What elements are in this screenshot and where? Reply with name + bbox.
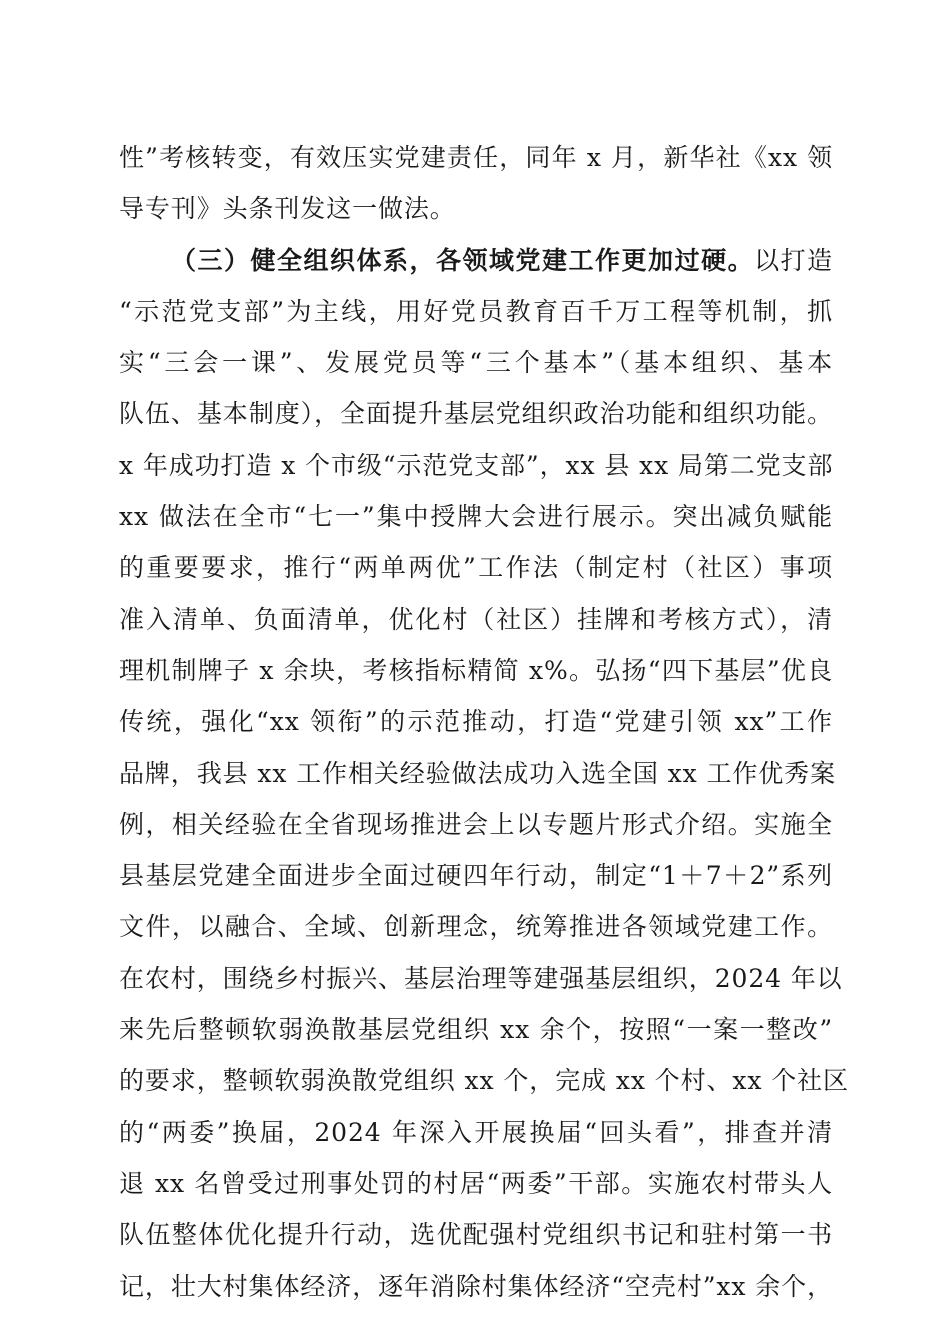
text-line: 在农村，围绕乡村振兴、基层治理等建强基层组织，2024 年以 <box>119 963 843 993</box>
section-heading-line <box>119 235 833 286</box>
text-line: 性”考核转变，有效压实党建责任，同年 x 月，新华社《xx 领 <box>119 143 833 172</box>
text-line: 记，壮大村集体经济，逐年消除村集体经济“空壳村”xx 余个， <box>119 1271 833 1301</box>
text-line: xx 做法在全市“七一”集中授牌大会进行展示。突出减负赋能 <box>119 502 833 532</box>
heading-continuation: 以打造 <box>754 245 834 275</box>
text-line: 文件，以融合、全域、创新理念，统筹推进各领域党建工作。 <box>119 912 833 942</box>
text-line: 的重要要求，推行“两单两优”工作法（制定村（社区）事项 <box>119 553 833 583</box>
body-text <box>119 132 849 1312</box>
section-heading: （三）健全组织体系，各领域党建工作更加过硬。 <box>171 245 755 275</box>
text-line: “示范党支部”为主线，用好党员教育百千万工程等机制，抓 <box>119 296 833 326</box>
text-line: 的“两委”换届，2024 年深入开展换届“回头看”，排查并清 <box>119 1117 833 1147</box>
text-line: 队伍整体优化提升行动，选优配强村党组织书记和驻村第一书 <box>119 1220 833 1250</box>
text-line: 准入清单、负面清单，优化村（社区）挂牌和考核方式），清 <box>119 604 833 634</box>
text-line: 品牌，我县 xx 工作相关经验做法成功入选全国 xx 工作优秀案 <box>119 758 836 788</box>
text-line: 理机制牌子 x 余块，考核指标精简 x%。弘扬“四下基层”优良 <box>119 655 833 685</box>
text-line: 传统，强化“xx 领衔”的示范推动，打造“党建引领 xx”工作 <box>119 707 833 737</box>
text-line: x 年成功打造 x 个市级“示范党支部”，xx 县 xx 局第二党支部 <box>119 450 834 480</box>
text-line: 退 xx 名曾受过刑事处罚的村居“两委”干部。实施农村带头人 <box>119 1168 833 1198</box>
text-line: 导专刊》头条刊发这一做法。 <box>119 194 456 224</box>
text-line: 的要求，整顿软弱涣散党组织 xx 个，完成 xx 个村、xx 个社区 <box>119 1066 849 1096</box>
text-line: 来先后整顿软弱涣散基层党组织 xx 余个，按照“一案一整改” <box>119 1015 833 1045</box>
text-line: 县基层党建全面进步全面过硬四年行动，制定“1＋7＋2”系列 <box>119 861 833 891</box>
text-line: 例，相关经验在全省现场推进会上以专题片形式介绍。实施全 <box>119 809 833 839</box>
text-line: 实“三会一课”、发展党员等“三个基本”（基本组织、基本 <box>119 348 833 378</box>
text-line: 队伍、基本制度），全面提升基层党组织政治功能和组织功能。 <box>119 399 833 429</box>
